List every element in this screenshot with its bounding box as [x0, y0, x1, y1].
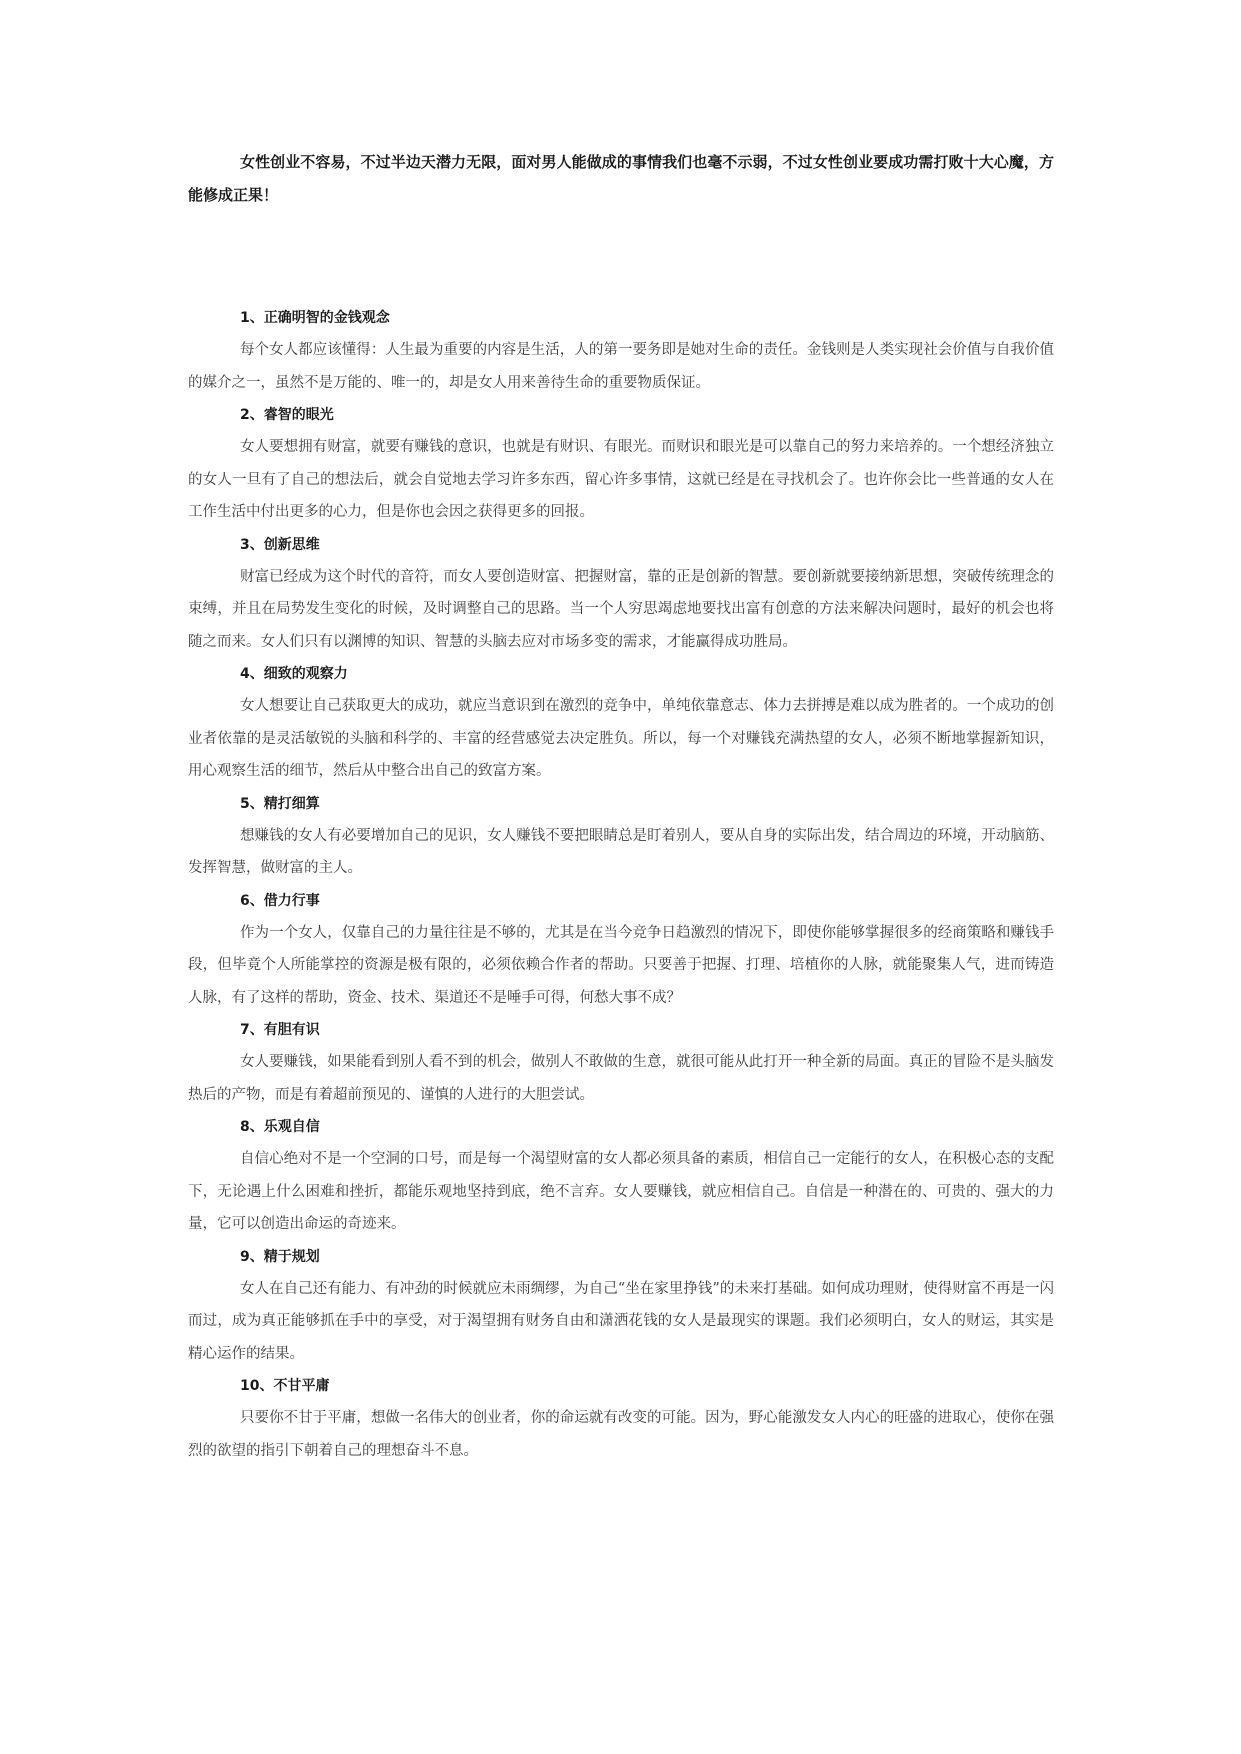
section-heading: 9、精于规划: [240, 1248, 320, 1265]
section: [188, 1241, 1054, 1371]
section-heading: 5、精打细算: [240, 795, 320, 812]
section-body: 自信心绝对不是一个空洞的口号，而是每一个渴望财富的女人都必须具备的素质，相信自己一定能行的女人，在积极心态的支配下，无论遇上什么困难和挫折，都能乐观地坚持到底，绝不言弃。女人要赚钱，就应相信自己。自信是一种潜在的、可贵的、强大的力量，它可以创造出命运的奇迹来。: [188, 1151, 1054, 1232]
section-body: 每个女人都应该懂得：人生最为重要的内容是生活，人的第一要务即是她对生命的责任。金钱则是人类实现社会价值与自我价值的媒介之一，虽然不是万能的、唯一的，却是女人用来善待生命的重要物质保证。: [188, 342, 1054, 391]
section-body: 女人要赚钱，如果能看到别人看不到的机会，做别人不敢做的生意，就很可能从此打开一种全新的局面。真正的冒险不是头脑发热后的产物，而是有着超前预见的、谨慎的人进行的大胆尝试。: [188, 1054, 1054, 1103]
section-heading: 6、借力行事: [240, 892, 320, 909]
section-heading: 7、有胆有识: [240, 1022, 320, 1038]
section-body: 想赚钱的女人有必要增加自己的见识，女人赚钱不要把眼睛总是盯着别人，要从自身的实际出发，结合周边的环境，开动脑筋、发挥智慧，做财富的主人。: [188, 827, 1054, 876]
sections-list: [188, 302, 1054, 1467]
section: [188, 1111, 1054, 1241]
section-heading: 4、细致的观察力: [240, 666, 348, 682]
section: [188, 658, 1054, 788]
section-heading: 3、创新思维: [240, 536, 320, 553]
intro-paragraph: 女性创业不容易，不过半边天潜力无限，面对男人能做成的事情我们也毫不示弱，不过女性创业要成功需打败十大心魔，方能修成正果！: [188, 153, 1054, 204]
section: [188, 788, 1054, 885]
section-body: 只要你不甘于平庸，想做一名伟大的创业者，你的命运就有改变的可能。因为，野心能激发女人内心的旺盛的进取心，使你在强烈的欲望的指引下朝着自己的理想奋斗不息。: [188, 1410, 1054, 1459]
section-heading: 10、不甘平庸: [240, 1378, 330, 1394]
section-body: 女人在自己还有能力、有冲劲的时候就应未雨绸缪，为自己“坐在家里挣钱”的未来打基础。如何成功理财，使得财富不再是一闪而过，成为真正能够抓在手中的享受，对于渴望拥有财务自由和潇洒花钱的女人是最现实的课题。我们必须明白，女人的财运，其实是精心运作的结果。: [188, 1280, 1054, 1362]
section: [188, 302, 1054, 399]
section: [188, 399, 1054, 529]
section-body: 女人想要让自己获取更大的成功，就应当意识到在激烈的竞争中，单纯依靠意志、体力去拼搏是难以成为胜者的。一个成功的创业者依靠的是灵活敏锐的头脑和科学的、丰富的经营感觉去决定胜负。所以，每一个对赚钱充满热望的女人，必须不断地掌握新知识，用心观察生活的细节，然后从中整合出自己的致富方案。: [188, 698, 1054, 779]
section: [188, 1370, 1054, 1467]
section: [188, 885, 1054, 1015]
section-heading: 1、正确明智的金钱观念: [240, 310, 390, 326]
section-body: 作为一个女人，仅靠自己的力量往往是不够的，尤其是在当今竞争日趋激烈的情况下，即使你能够掌握很多的经商策略和赚钱手段，但毕竟个人所能掌控的资源是极有限的，必须依赖合作者的帮助。只要善于把握、打理、培植你的人脉，就能聚集人气，进而铸造人脉，有了这样的帮助，资金、技术、渠道还不是唾手可得，何愁大事不成？: [188, 924, 1054, 1006]
section-body: 财富已经成为这个时代的音符，而女人要创造财富、把握财富，靠的正是创新的智慧。要创新就要接纳新思想，突破传统理念的束缚，并且在局势发生变化的时候，及时调整自己的思路。当一个人穷思竭虑地要找出富有创意的方法来解决问题时，最好的机会也将随之而来。女人们只有以渊博的知识、智慧的头脑去应对市场多变的需求，才能赢得成功胜局。: [188, 568, 1054, 650]
section: [188, 1014, 1054, 1111]
section-heading: 2、睿智的眼光: [240, 407, 334, 423]
document-page: [188, 146, 1054, 1467]
section-body: 女人要想拥有财富，就要有赚钱的意识，也就是有财识、有眼光。而财识和眼光是可以靠自己的努力来培养的。一个想经济独立的女人一旦有了自己的想法后，就会自觉地去学习许多东西，留心许多事情，这就已经是在寻找机会了。也许你会比一些普通的女人在工作生活中付出更多的心力，但是你也会因之获得更多的回报。: [188, 439, 1054, 520]
section: [188, 529, 1054, 659]
section-heading: 8、乐观自信: [240, 1119, 320, 1135]
